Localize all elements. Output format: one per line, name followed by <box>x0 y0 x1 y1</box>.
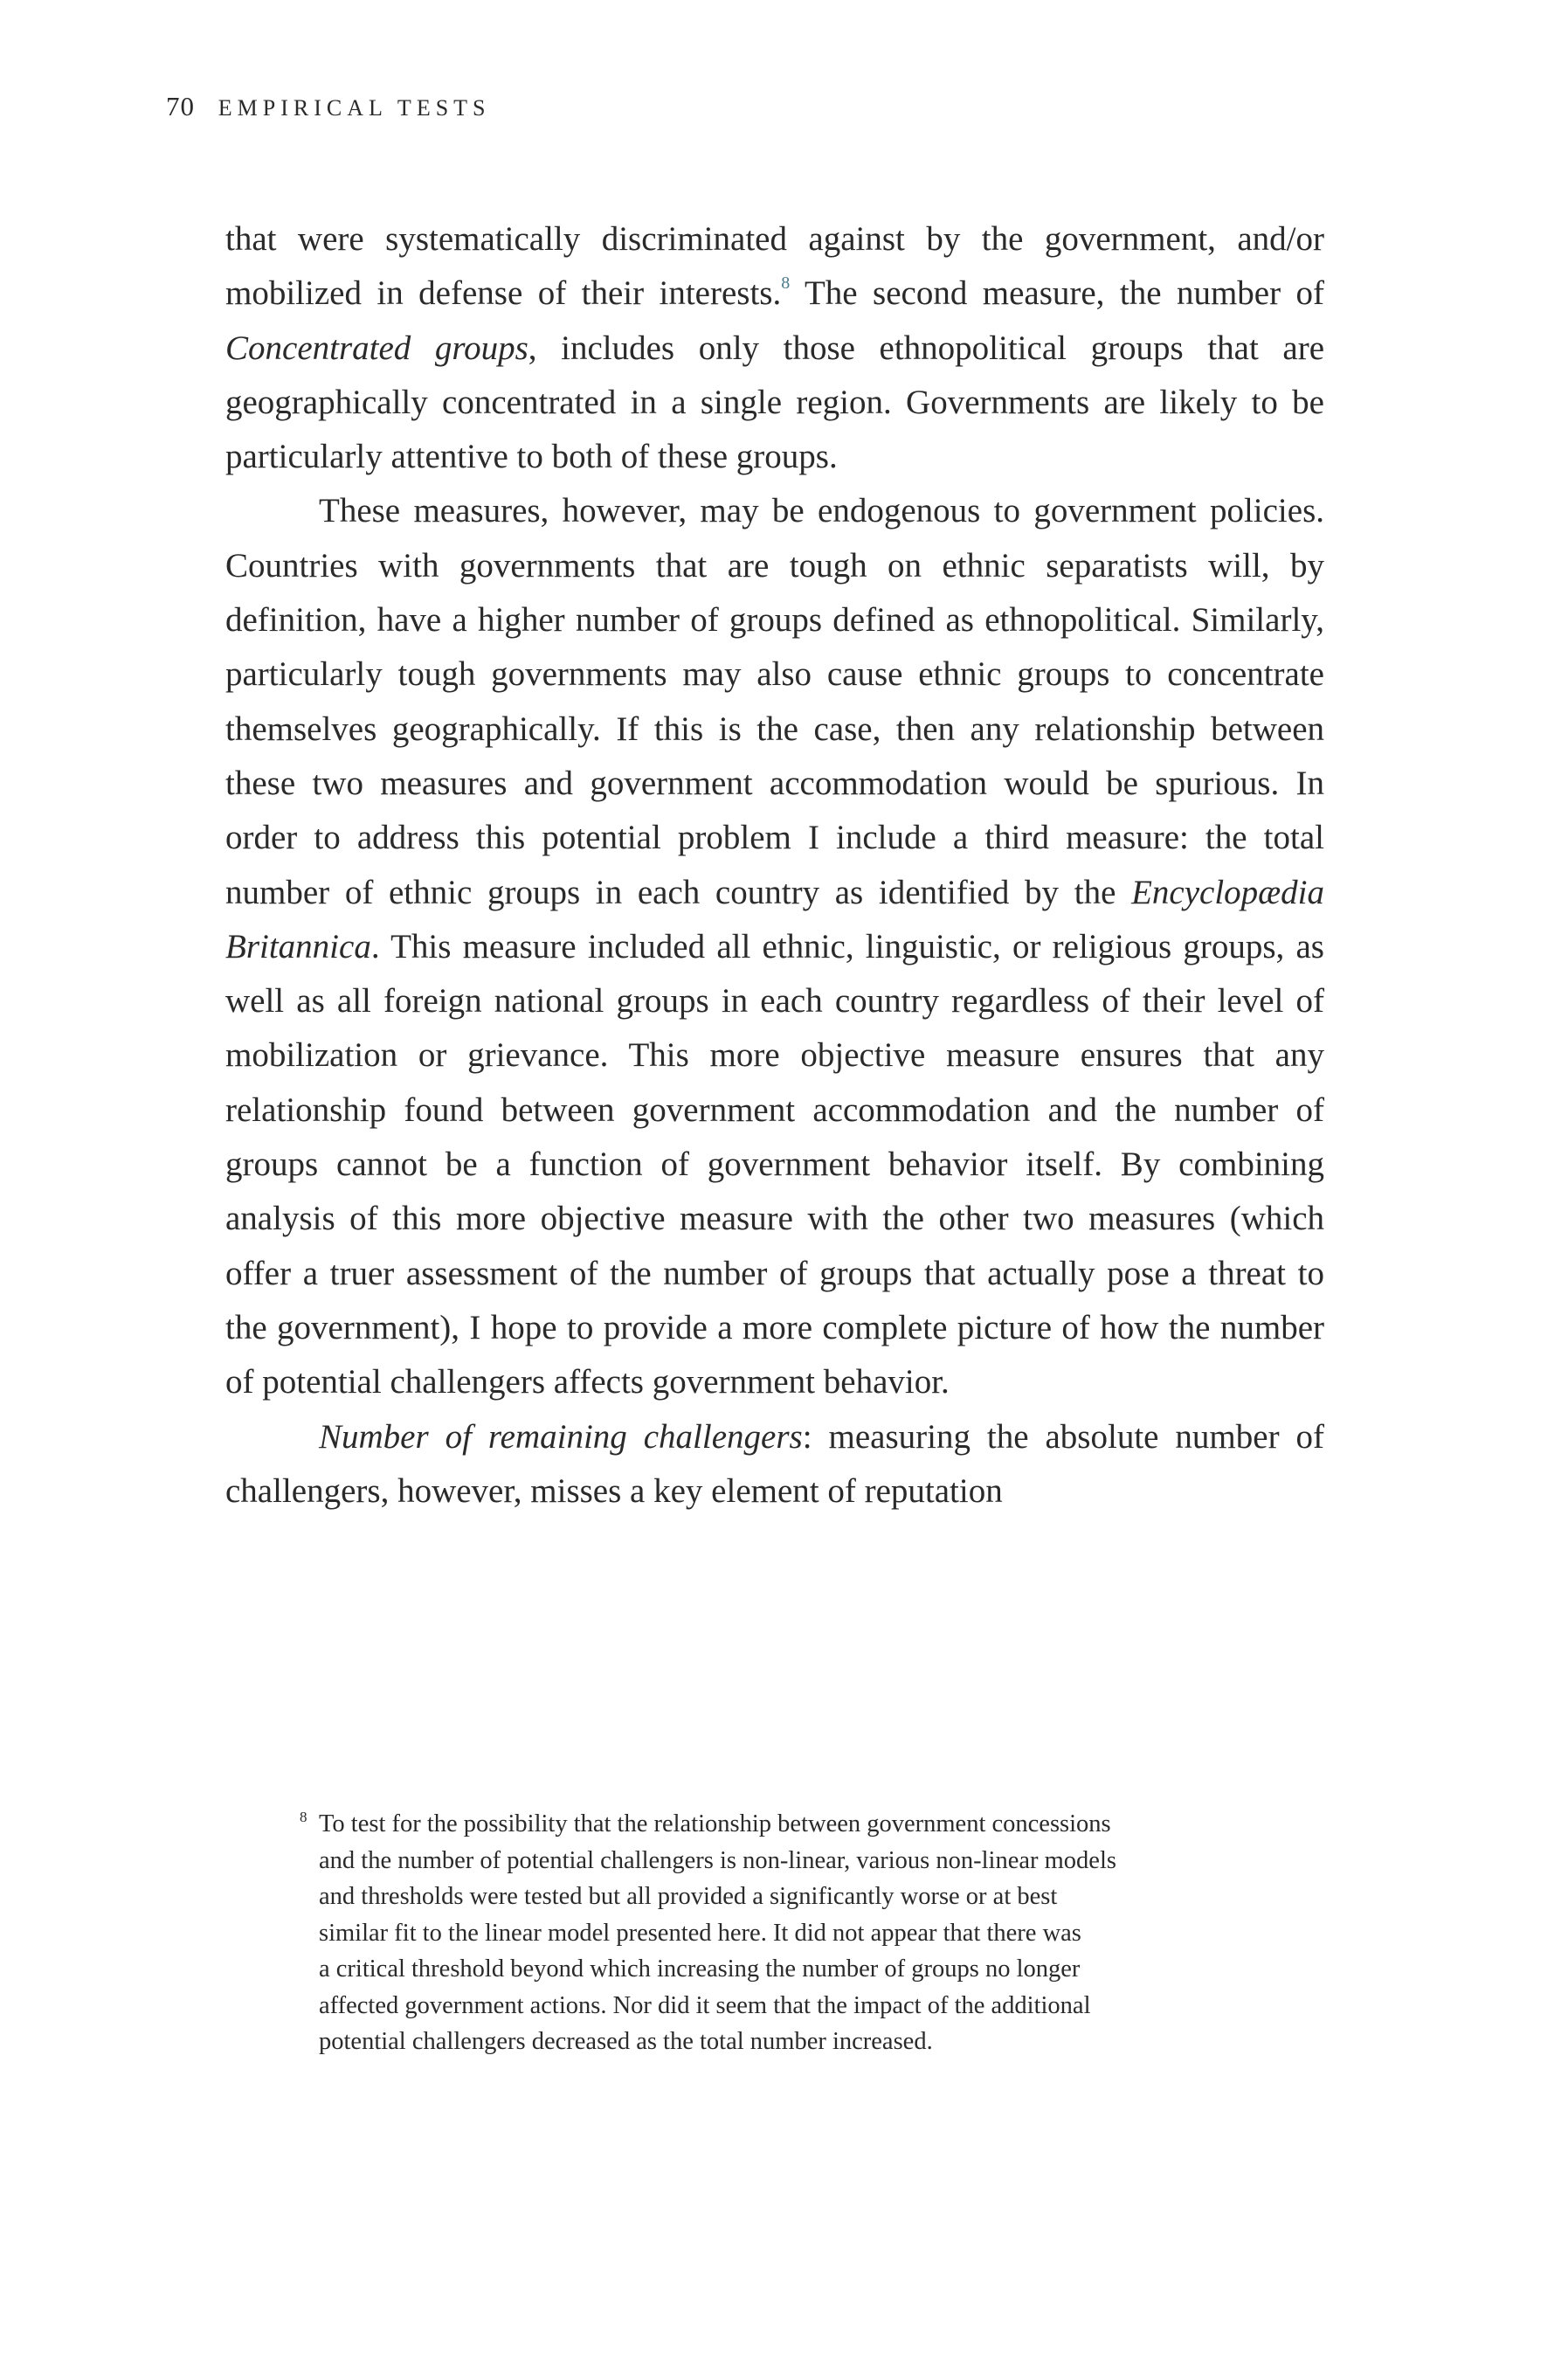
footnote-line: potential challengers decreased as the total number increased. <box>319 2028 933 2055</box>
footnote-line: similar fit to the linear model presented here. It did not appear that there was <box>319 1919 1081 1947</box>
p1-emphasis-concentrated-groups: Concentrated groups <box>225 329 528 367</box>
p1-text-2: The second measure, the number of <box>790 274 1324 313</box>
paragraph-1 <box>225 212 1324 484</box>
p2-emphasis-encyclopaedia: Encyclopædia Britannica <box>225 873 1324 965</box>
footnote-line: To test for the possibility that the relationship between government concessions <box>319 1810 1111 1837</box>
p2-text-2: . This measure included all ethnic, linguistic, or religious groups, as well as all foreign national groups in each country regardless of their level of mobilization or grievance. This more objective measure ensures that any relationship found between government accommodation and the number of groups cannot be a function of government behavior itself. By combining analysis of this more objective measure with the other two measures (which offer a truer assessment of the number of groups that actually pose a threat to the government), I hope to provide a more complete picture of how the number of potential challengers affects government behavior. <box>225 927 1324 1401</box>
running-head <box>166 91 491 122</box>
footnote-8 <box>300 1806 1288 2060</box>
paragraph-3 <box>225 1410 1324 1519</box>
footnote-ref-8[interactable]: 8 <box>781 273 791 294</box>
page-number: 70 <box>166 91 195 121</box>
footnote-number: 8 <box>300 1809 307 1825</box>
p1-text-3: , includes only those ethnopolitical groups that are geographically concentrated in a single region. Governments are likely to be particularly attentive to both of these groups. <box>225 329 1324 476</box>
footnote-line: a critical threshold beyond which increasing the number of groups no longer <box>319 1955 1081 1983</box>
running-title: EMPIRICAL TESTS <box>218 95 491 121</box>
paragraph-2 <box>225 484 1324 1409</box>
footnote-line: affected government actions. Nor did it seem that the impact of the additional <box>319 1991 1091 2019</box>
body-text <box>225 212 1324 1519</box>
p2-text-1: These measures, however, may be endogenous to government policies. Countries with governments that are tough on ethnic separatists will, by definition, have a higher number of groups defined as ethnopolitical. Similarly, particularly tough governments may also cause ethnic groups to concentrate themselves geographically. If this is the case, then any relationship between these two measures and government accommodation would be spurious. In order to address this potential problem I include a third measure: the total number of ethnic groups in each country as identified by the <box>225 492 1324 911</box>
p1-text-1: that were systematically discriminated against by the government, and/or mobilized in defense of their interests. <box>225 220 1324 313</box>
footnote-line: and thresholds were tested but all provided a significantly worse or at best <box>319 1883 1058 1910</box>
footnote-line: and the number of potential challengers is non-linear, various non-linear models <box>319 1846 1116 1874</box>
p3-text-1: : measuring the absolute number of challengers, however, misses a key element of reputation <box>225 1417 1324 1510</box>
p3-emphasis-remaining-challengers: Number of remaining challengers <box>319 1417 803 1456</box>
